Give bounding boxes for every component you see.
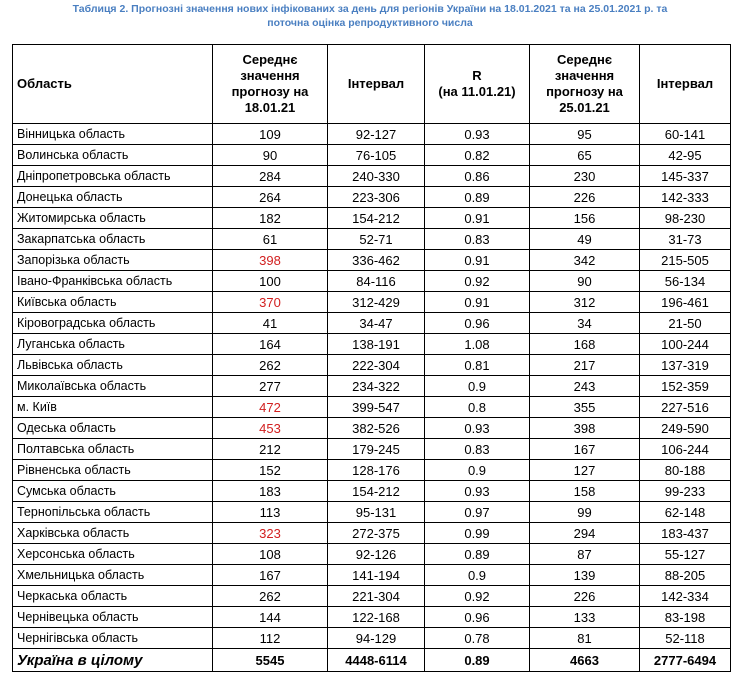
total-interval-18: 4448-6114 (328, 649, 425, 672)
cell-mean-18: 472 (213, 397, 328, 418)
cell-interval-25: 100-244 (640, 334, 731, 355)
total-mean-18: 5545 (213, 649, 328, 672)
cell-r-value: 0.82 (425, 145, 530, 166)
table-row (13, 565, 731, 586)
cell-r-value: 1.08 (425, 334, 530, 355)
cell-interval-25: 106-244 (640, 439, 731, 460)
cell-interval-18: 52-71 (328, 229, 425, 250)
cell-mean-25: 49 (530, 229, 640, 250)
cell-r-value: 0.89 (425, 187, 530, 208)
header-r-label: R (472, 68, 482, 83)
cell-mean-18: 100 (213, 271, 328, 292)
cell-interval-18: 154-212 (328, 481, 425, 502)
cell-r-value: 0.9 (425, 565, 530, 586)
table-row (13, 376, 731, 397)
cell-interval-18: 95-131 (328, 502, 425, 523)
cell-mean-18: 108 (213, 544, 328, 565)
table-row (13, 208, 731, 229)
cell-interval-25: 55-127 (640, 544, 731, 565)
total-interval-25: 2777-6494 (640, 649, 731, 672)
cell-r-value: 0.9 (425, 460, 530, 481)
cell-interval-18: 399-547 (328, 397, 425, 418)
cell-interval-25: 145-337 (640, 166, 731, 187)
cell-region-name: Кіровоградська область (13, 313, 213, 334)
cell-r-value: 0.99 (425, 523, 530, 544)
cell-interval-18: 234-322 (328, 376, 425, 397)
cell-region-name: Луганська область (13, 334, 213, 355)
cell-mean-25: 294 (530, 523, 640, 544)
cell-interval-25: 56-134 (640, 271, 731, 292)
cell-interval-25: 137-319 (640, 355, 731, 376)
table-caption (0, 2, 740, 30)
cell-r-value: 0.91 (425, 208, 530, 229)
cell-interval-25: 227-516 (640, 397, 731, 418)
cell-interval-25: 31-73 (640, 229, 731, 250)
cell-interval-18: 141-194 (328, 565, 425, 586)
cell-mean-18: 183 (213, 481, 328, 502)
cell-region-name: Сумська область (13, 481, 213, 502)
cell-region-name: Хмельницька область (13, 565, 213, 586)
table-row (13, 313, 731, 334)
cell-interval-25: 60-141 (640, 124, 731, 145)
cell-region-name: Чернігівська область (13, 628, 213, 649)
cell-r-value: 0.96 (425, 313, 530, 334)
cell-mean-25: 398 (530, 418, 640, 439)
cell-mean-18: 90 (213, 145, 328, 166)
cell-mean-25: 158 (530, 481, 640, 502)
table-row (13, 628, 731, 649)
cell-mean-25: 230 (530, 166, 640, 187)
cell-mean-25: 99 (530, 502, 640, 523)
cell-r-value: 0.93 (425, 418, 530, 439)
cell-interval-18: 94-129 (328, 628, 425, 649)
cell-r-value: 0.8 (425, 397, 530, 418)
cell-r-value: 0.83 (425, 229, 530, 250)
header-mean-25: Середнє значення прогнозу на 25.01.21 (530, 45, 640, 124)
cell-mean-18: 41 (213, 313, 328, 334)
cell-mean-18: 112 (213, 628, 328, 649)
cell-interval-25: 196-461 (640, 292, 731, 313)
cell-r-value: 0.93 (425, 481, 530, 502)
cell-mean-18: 152 (213, 460, 328, 481)
total-region-name: Україна в цілому (13, 649, 213, 672)
cell-mean-25: 355 (530, 397, 640, 418)
cell-mean-25: 342 (530, 250, 640, 271)
cell-r-value: 0.86 (425, 166, 530, 187)
cell-region-name: Івано-Франківська область (13, 271, 213, 292)
cell-mean-18: 370 (213, 292, 328, 313)
cell-region-name: Донецька область (13, 187, 213, 208)
table-row (13, 397, 731, 418)
cell-interval-18: 84-116 (328, 271, 425, 292)
table-row (13, 334, 731, 355)
table-row (13, 481, 731, 502)
cell-mean-25: 243 (530, 376, 640, 397)
cell-mean-18: 182 (213, 208, 328, 229)
cell-region-name: м. Київ (13, 397, 213, 418)
cell-region-name: Черкаська область (13, 586, 213, 607)
cell-interval-18: 223-306 (328, 187, 425, 208)
cell-interval-25: 42-95 (640, 145, 731, 166)
cell-mean-18: 398 (213, 250, 328, 271)
cell-mean-18: 144 (213, 607, 328, 628)
cell-r-value: 0.91 (425, 292, 530, 313)
header-row (13, 45, 731, 124)
cell-region-name: Вінницька область (13, 124, 213, 145)
cell-interval-25: 152-359 (640, 376, 731, 397)
cell-mean-25: 87 (530, 544, 640, 565)
cell-region-name: Волинська область (13, 145, 213, 166)
cell-r-value: 0.89 (425, 544, 530, 565)
cell-interval-18: 154-212 (328, 208, 425, 229)
cell-r-value: 0.92 (425, 271, 530, 292)
cell-region-name: Харківська область (13, 523, 213, 544)
cell-interval-18: 92-126 (328, 544, 425, 565)
header-r-date: (на 11.01.21) (438, 84, 516, 99)
cell-interval-25: 99-233 (640, 481, 731, 502)
table-body (13, 124, 731, 672)
cell-mean-25: 65 (530, 145, 640, 166)
cell-interval-25: 80-188 (640, 460, 731, 481)
table-row (13, 145, 731, 166)
cell-region-name: Дніпропетровська область (13, 166, 213, 187)
cell-region-name: Київська область (13, 292, 213, 313)
cell-mean-18: 113 (213, 502, 328, 523)
cell-interval-25: 215-505 (640, 250, 731, 271)
cell-interval-18: 128-176 (328, 460, 425, 481)
cell-r-value: 0.93 (425, 124, 530, 145)
cell-mean-25: 81 (530, 628, 640, 649)
cell-interval-25: 52-118 (640, 628, 731, 649)
cell-mean-18: 164 (213, 334, 328, 355)
total-mean-25: 4663 (530, 649, 640, 672)
table-row (13, 271, 731, 292)
cell-interval-25: 98-230 (640, 208, 731, 229)
cell-region-name: Рівненська область (13, 460, 213, 481)
cell-mean-25: 34 (530, 313, 640, 334)
cell-mean-25: 217 (530, 355, 640, 376)
cell-r-value: 0.97 (425, 502, 530, 523)
cell-mean-25: 139 (530, 565, 640, 586)
table-row (13, 187, 731, 208)
cell-interval-25: 88-205 (640, 565, 731, 586)
cell-region-name: Херсонська область (13, 544, 213, 565)
cell-mean-18: 109 (213, 124, 328, 145)
table-row (13, 229, 731, 250)
cell-mean-25: 226 (530, 187, 640, 208)
cell-mean-18: 277 (213, 376, 328, 397)
cell-mean-25: 95 (530, 124, 640, 145)
header-interval-25: Інтервал (640, 45, 731, 124)
cell-interval-18: 222-304 (328, 355, 425, 376)
cell-interval-18: 92-127 (328, 124, 425, 145)
table-row (13, 166, 731, 187)
cell-interval-25: 183-437 (640, 523, 731, 544)
table-row (13, 607, 731, 628)
table-row (13, 544, 731, 565)
cell-region-name: Закарпатська область (13, 229, 213, 250)
cell-mean-18: 212 (213, 439, 328, 460)
cell-interval-18: 138-191 (328, 334, 425, 355)
table-row (13, 502, 731, 523)
table-row (13, 439, 731, 460)
cell-region-name: Полтавська область (13, 439, 213, 460)
cell-mean-18: 262 (213, 355, 328, 376)
table-row (13, 523, 731, 544)
cell-region-name: Чернівецька область (13, 607, 213, 628)
cell-mean-25: 90 (530, 271, 640, 292)
table-row (13, 124, 731, 145)
header-oblast: Область (13, 45, 213, 124)
cell-interval-18: 122-168 (328, 607, 425, 628)
total-row (13, 649, 731, 672)
table-row (13, 355, 731, 376)
cell-region-name: Житомирська область (13, 208, 213, 229)
forecast-table (12, 44, 731, 672)
cell-r-value: 0.92 (425, 586, 530, 607)
cell-interval-18: 312-429 (328, 292, 425, 313)
cell-interval-18: 34-47 (328, 313, 425, 334)
caption-line-1: Таблиця 2. Прогнозні значення нових інфікованих за день для регіонів України на 18.01.2021 та на 25.01.2021 р. та (72, 3, 668, 15)
cell-r-value: 0.96 (425, 607, 530, 628)
cell-interval-18: 240-330 (328, 166, 425, 187)
cell-r-value: 0.91 (425, 250, 530, 271)
cell-mean-25: 133 (530, 607, 640, 628)
header-mean-18: Середнє значення прогнозу на 18.01.21 (213, 45, 328, 124)
cell-r-value: 0.83 (425, 439, 530, 460)
cell-region-name: Миколаївська область (13, 376, 213, 397)
cell-mean-25: 167 (530, 439, 640, 460)
cell-mean-25: 226 (530, 586, 640, 607)
cell-r-value: 0.9 (425, 376, 530, 397)
cell-mean-18: 284 (213, 166, 328, 187)
cell-mean-18: 453 (213, 418, 328, 439)
cell-r-value: 0.78 (425, 628, 530, 649)
cell-interval-25: 21-50 (640, 313, 731, 334)
cell-interval-18: 272-375 (328, 523, 425, 544)
cell-interval-18: 336-462 (328, 250, 425, 271)
table-row (13, 418, 731, 439)
header-interval-18: Інтервал (328, 45, 425, 124)
cell-interval-18: 179-245 (328, 439, 425, 460)
cell-mean-25: 156 (530, 208, 640, 229)
cell-mean-18: 61 (213, 229, 328, 250)
table-row (13, 292, 731, 313)
caption-line-2: поточна оцінка репродуктивного числа (267, 17, 473, 29)
cell-mean-18: 167 (213, 565, 328, 586)
table-row (13, 586, 731, 607)
cell-region-name: Одеська область (13, 418, 213, 439)
cell-interval-25: 142-334 (640, 586, 731, 607)
cell-mean-18: 264 (213, 187, 328, 208)
cell-mean-25: 127 (530, 460, 640, 481)
cell-interval-18: 76-105 (328, 145, 425, 166)
cell-interval-25: 83-198 (640, 607, 731, 628)
cell-region-name: Запорізька область (13, 250, 213, 271)
cell-region-name: Львівська область (13, 355, 213, 376)
cell-interval-18: 382-526 (328, 418, 425, 439)
cell-interval-25: 142-333 (640, 187, 731, 208)
cell-mean-18: 262 (213, 586, 328, 607)
cell-region-name: Тернопільська область (13, 502, 213, 523)
cell-mean-25: 168 (530, 334, 640, 355)
header-r (425, 45, 530, 124)
cell-interval-18: 221-304 (328, 586, 425, 607)
table-row (13, 460, 731, 481)
total-r-value: 0.89 (425, 649, 530, 672)
cell-r-value: 0.81 (425, 355, 530, 376)
cell-interval-25: 62-148 (640, 502, 731, 523)
cell-mean-25: 312 (530, 292, 640, 313)
cell-interval-25: 249-590 (640, 418, 731, 439)
cell-mean-18: 323 (213, 523, 328, 544)
table-row (13, 250, 731, 271)
